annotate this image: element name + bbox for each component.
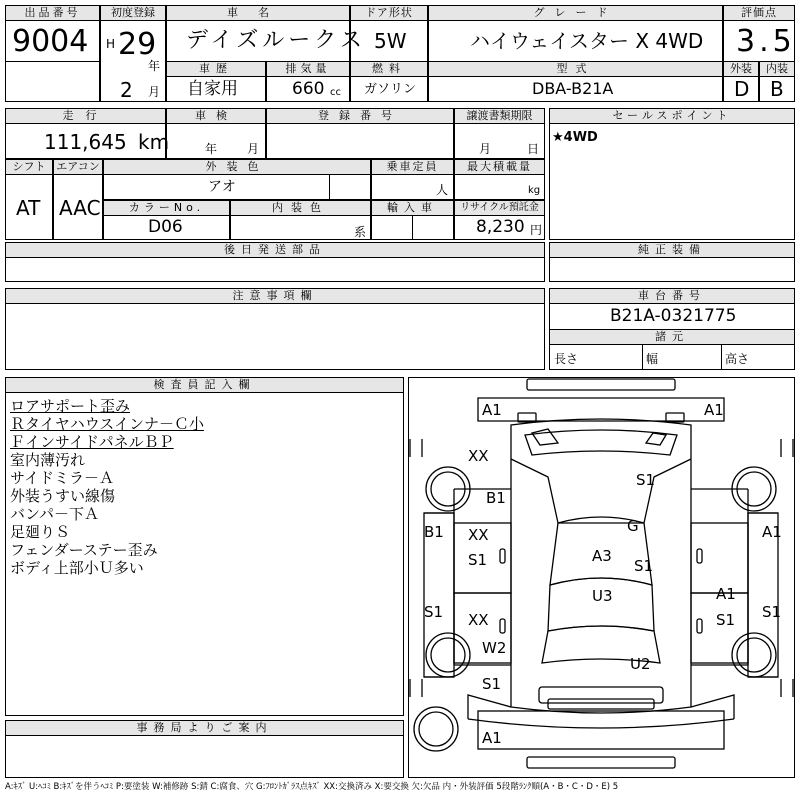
sales-label: セールスポイント [549,108,795,124]
reg-era: H [106,37,116,51]
mark-hood-left: B1 [486,489,506,507]
transfer-day-unit: 日 [527,142,540,156]
mark-door-fl-b: S1 [468,551,488,569]
mark-roof-front: A3 [592,547,612,565]
genuine-label: 純正装備 [549,242,795,258]
car-diagram [408,377,795,778]
color-value: アオ [208,179,236,195]
inspector-note: Ｒタイヤハウスインナ－Ｃ小 [10,415,204,433]
diagram-marks [424,401,782,747]
office-cell [5,735,404,778]
ac-label: エアコン [53,159,103,175]
recycle-label: リサイクル預託金 [454,200,545,216]
inspector-note: バンパ－下Ａ [10,505,99,523]
mark-side-left: B1 [424,523,444,541]
mark-door-rl-a: XX [468,611,489,629]
inspector-note: ボディ上部小Ｕ多い [10,559,144,577]
mark-side-right: A1 [762,523,782,541]
spec-height-label: 高さ [725,352,750,366]
displacement-label: 排気量 [266,61,350,77]
recycle-value: 8,230 [476,217,525,237]
intcolor-cell [230,215,371,240]
transfer-label: 譲渡書類期限 [454,108,545,124]
transfer-month-unit: 月 [479,142,492,156]
mark-rear-bumper: A1 [482,729,502,747]
int-value: B [770,77,784,101]
name-label: 車名 [166,5,350,21]
mark-front-left: A1 [482,401,502,419]
inspection-month-unit: 月 [247,142,260,156]
reg-year: 29 [118,27,157,62]
colorno-value: D06 [148,217,183,237]
chassis-number: B21A-0321775 [610,306,737,326]
reg-label: 初度登録 [100,5,166,21]
reg-month: 2 [120,78,133,102]
int-label: 内装 [759,61,795,77]
later-label: 後日発送部品 [5,242,545,258]
office-label: 事務局よりご案内 [5,720,404,736]
mileage-value: 111,645 [44,130,127,154]
mark-door-fl-a: XX [468,526,489,544]
regno-cell [266,123,454,159]
displacement-unit: cc [330,87,341,98]
legend: A:ｷｽﾞ U:ﾍｺﾐ B:ｷｽﾞを伴うﾍｺﾐ P:要塗装 W:補修跡 S:錆 C:腐食、穴 G:ﾌﾛﾝﾄｶﾞﾗｽ点ｷｽﾞ XX:交換済み X:要交換 欠:欠品 内・外装評価 5段階ﾗﾝｸ順(A・B・C・D・E) 5 [5,782,619,792]
capacity-label: 乗車定員 [371,159,454,175]
color-label: 外装色 [103,159,371,175]
inspection-year-unit: 年 [205,142,218,156]
inspector-note: サイドミラ－Ａ [10,469,114,487]
lot-number: 9004 [12,24,89,59]
spec-label: 諸元 [549,329,795,345]
door-label: ドア形状 [350,5,428,21]
intcolor-unit: 系 [354,225,367,239]
mark-rear-left: S1 [482,675,502,693]
import-label: 輸入車 [371,200,454,216]
grade-label: グレード [428,5,723,21]
fuel-value: ガソリン [364,82,417,97]
regno-label: 登録番号 [266,108,454,124]
shift-label: シフト [5,159,53,175]
car-name: デイズルークス [186,28,367,53]
load-label: 最大積載量 [454,159,545,175]
inspector-note: 足廻りＳ [10,523,71,541]
inspector-note: 外装うすい線傷 [10,487,116,505]
inspector-note: ロアサポート歪み [10,397,131,415]
spec-width-label: 幅 [646,352,659,366]
shift-value: AT [16,196,41,220]
ext-label: 外装 [723,61,759,77]
inspector-note: フェンダーステー歪み [10,541,158,559]
score-value: 3.5 [736,24,796,59]
mark-roof-rear: U3 [592,587,613,605]
intcolor-label: 内装色 [230,200,371,216]
mark-door-rr-b: S1 [716,611,736,629]
inspection-label: 車検 [166,108,266,124]
ext-value: D [734,77,750,101]
spec-length-label: 長さ [554,352,579,366]
inspector-label: 検査員記入欄 [5,377,404,393]
lot-sub-cell [5,61,100,102]
grade-value: ハイウェイスター X 4WD [470,29,704,53]
import-cell-b [412,215,454,240]
genuine-cell [549,257,795,282]
reg-year-unit: 年 [148,59,161,73]
mileage-label: 走行 [5,108,166,124]
mark-side-right-rear: S1 [762,603,782,621]
mark-door-rr-a: A1 [716,585,736,603]
chassis-label: 車台番号 [549,288,795,304]
mark-side-left-rear: S1 [424,603,444,621]
inspector-note: 室内薄汚れ [10,451,86,469]
mark-windshield: G [627,517,639,535]
history-label: 車歴 [166,61,266,77]
import-cell-a [371,215,413,240]
color-extra-cell [329,174,371,200]
mark-rear-gate: U2 [630,655,651,673]
history-value: 自家用 [187,79,238,99]
fuel-label: 燃料 [350,61,428,77]
load-unit: kg [528,185,541,196]
mark-front-right: A1 [704,401,724,419]
later-cell [5,257,545,282]
capacity-unit: 人 [436,183,449,197]
mark-fender-left: XX [468,447,489,465]
reg-month-unit: 月 [148,85,161,99]
mark-hood-right: S1 [636,471,656,489]
score-label: 評価点 [723,5,795,21]
caution-label: 注意事項欄 [5,288,545,304]
displacement-value: 660 [292,79,325,99]
door-value: 5W [374,29,407,53]
inspector-note: ＦインサイドパネルＢＰ [10,433,174,451]
mark-roof-side: S1 [634,557,654,575]
recycle-unit: 円 [530,223,543,237]
mark-quarter-left: W2 [482,639,507,657]
lot-label: 出品番号 [5,5,100,21]
model-value: DBA-B21A [532,79,614,98]
sales-point: ★4WD [552,130,598,145]
model-label: 型式 [428,61,723,77]
colorno-label: カラーNo. [103,200,230,216]
mileage-unit: km [138,130,170,154]
caution-cell [5,303,545,370]
ac-value: AAC [59,196,101,220]
